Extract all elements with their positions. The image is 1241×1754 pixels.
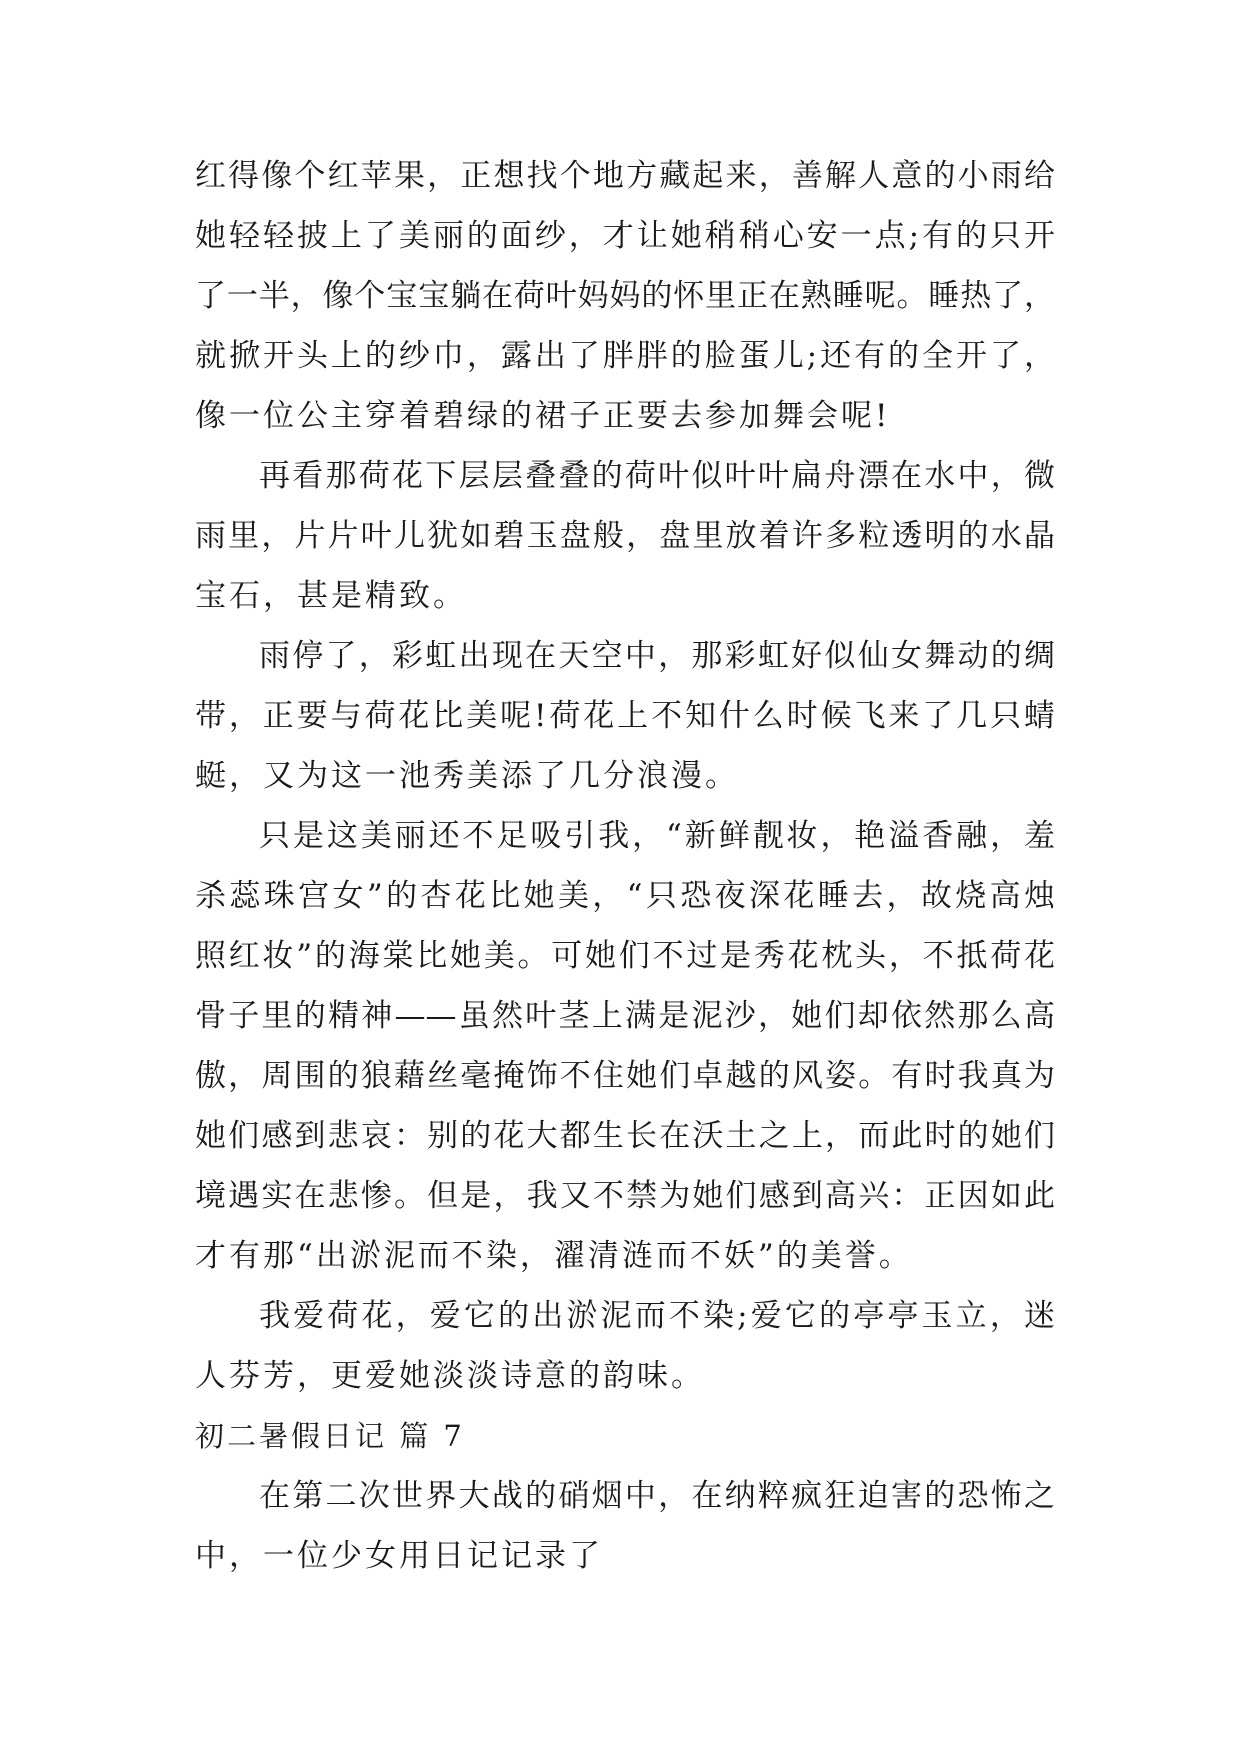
text-line: 红得像个红苹果，正想找个地方藏起来，善解人意的小雨给 <box>195 158 1055 194</box>
paragraph <box>195 806 1055 1286</box>
document-page <box>195 146 1055 1586</box>
paragraph <box>195 146 1055 446</box>
text-line: 再看那荷花下层层叠叠的荷叶似叶叶扁舟漂在水中，微 <box>259 458 1055 494</box>
text-line: 像一位公主穿着碧绿的裙子正要去参加舞会呢! <box>195 398 891 434</box>
text-line: 宝石，甚是精致。 <box>195 578 467 614</box>
text-line: 骨子里的精神——虽然叶茎上满是泥沙，她们却依然那么高 <box>195 998 1055 1034</box>
paragraph <box>195 1466 1055 1586</box>
text-line: 才有那“出淤泥而不染，濯清涟而不妖”的美誉。 <box>195 1238 913 1274</box>
text-line: 她们感到悲哀：别的花大都生长在沃土之上，而此时的她们 <box>195 1118 1055 1154</box>
text-line: 雨停了，彩虹出现在天空中，那彩虹好似仙女舞动的绸 <box>259 638 1055 674</box>
section-heading: 初二暑假日记 篇 7 <box>195 1419 465 1453</box>
paragraph <box>195 446 1055 626</box>
text-line: 只是这美丽还不足吸引我，“新鲜靓妆，艳溢香融，羞 <box>259 818 1055 854</box>
text-line: 就掀开头上的纱巾，露出了胖胖的脸蛋儿;还有的全开了， <box>195 338 1055 374</box>
text-line: 雨里，片片叶儿犹如碧玉盘般，盘里放着许多粒透明的水晶 <box>195 518 1055 554</box>
text-line: 照红妆”的海棠比她美。可她们不过是秀花枕头，不抵荷花 <box>195 938 1055 974</box>
paragraph <box>195 1286 1055 1406</box>
text-line: 她轻轻披上了美丽的面纱，才让她稍稍心安一点;有的只开 <box>195 218 1055 254</box>
text-line: 杀蕊珠宫女”的杏花比她美，“只恐夜深花睡去，故烧高烛 <box>195 878 1055 914</box>
text-line: 在第二次世界大战的硝烟中，在纳粹疯狂迫害的恐怖之 <box>259 1478 1055 1514</box>
text-line: 蜓，又为这一池秀美添了几分浪漫。 <box>195 758 739 794</box>
text-line: 了一半，像个宝宝躺在荷叶妈妈的怀里正在熟睡呢。睡热了， <box>195 278 1055 314</box>
text-line: 我爱荷花，爱它的出淤泥而不染;爱它的亭亭玉立，迷 <box>259 1298 1055 1334</box>
text-line: 中，一位少女用日记记录了 <box>195 1538 603 1574</box>
paragraph <box>195 626 1055 806</box>
text-line: 境遇实在悲惨。但是，我又不禁为她们感到高兴：正因如此 <box>195 1178 1055 1214</box>
text-line: 带，正要与荷花比美呢!荷花上不知什么时候飞来了几只蜻 <box>195 698 1055 734</box>
text-line: 傲，周围的狼藉丝毫掩饰不住她们卓越的风姿。有时我真为 <box>195 1058 1055 1094</box>
text-line: 人芬芳，更爱她淡淡诗意的韵味。 <box>195 1358 705 1394</box>
